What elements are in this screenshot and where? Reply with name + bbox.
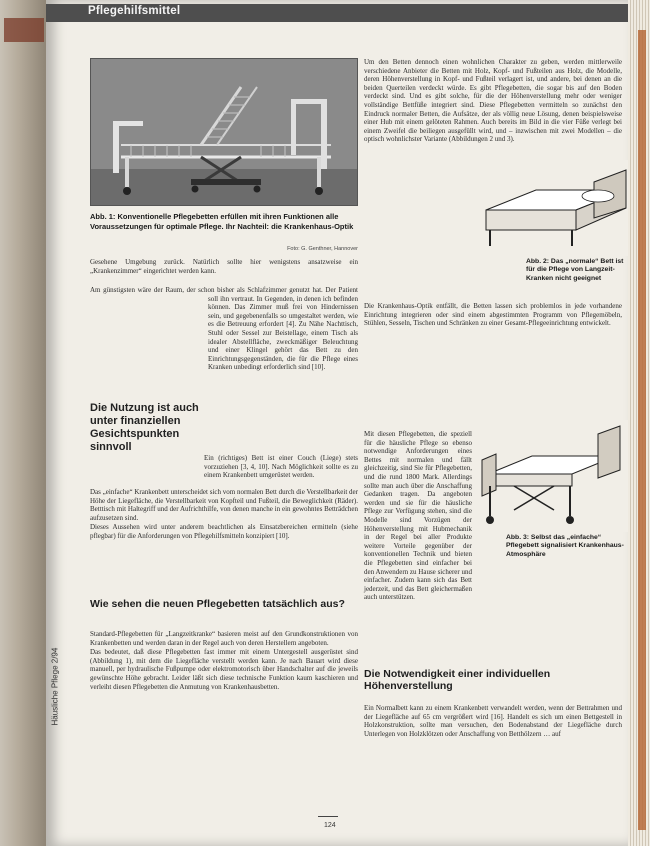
simple-care-bed-drawing [474,420,628,532]
figure3-illustration [474,420,628,532]
paragraph: Ein (richtiges) Bett ist einer Couch (Liege) stets vorzuziehen [3, 4, 10]. Nach Möglichkeit sollte es zu einem Krankenbett umgerüstet werden. [204,454,358,480]
paragraph: Die Krankenhaus-Optik entfällt, die Betten lassen sich problemlos in jede vorhandene Einrichtung integrieren oder sind einem abgestimmten Programm von Pflegemöbeln, Stühlen, Sesseln, Tischen und Schränken zu einer Gesamt-Pflegeeinrichtung entwickelt. [364,302,622,328]
side-note [50,600,64,730]
section-heading-new-beds: Wie sehen die neuen Pflegebetten tatsächlich aus? [90,598,345,610]
right-column-top [364,58,622,145]
left-column-narrow [204,454,358,481]
right-column-middle [364,302,622,329]
figure1-caption: Abb. 1: Konventionelle Pflegebetten erfüllen mit ihren Funktionen alle Voraussetzungen für optimale Pflege. Ihr Nachteil: die Krankenhaus-Optik [90,212,354,231]
left-column-lower [90,488,358,542]
book-binding [0,0,46,846]
paragraph: Dieses Aussehen wird unter anderem beachtlichen als Einsatzbereichen ermitteln (siehe pflegbar) für die Anforderungen von Pflegehilfsmitteln konzipiert [10]. [90,523,358,540]
left-column-upper [90,258,358,276]
paragraph: Gesehene Umgebung zurück. Natürlich sollte hier wenigstens ansatzweise ein „Krankenzimmer“ eingerichtet werden kann. [90,258,358,275]
pull-quote: Die Nutzung ist auch unter finanziellen Gesichtspunkten sinnvoll [90,402,199,453]
paragraph: Am günstigsten wäre der Raum, der schon bisher als Schlafzimmer genutzt hat. Der Patient soll ihn vertraut. In Gegenden, in denen ich befinden können. Das Zimmer muß frei von Hindernissen sein, und gegebenenfalls so umgestaltet werden, wie es die Betreuung erfordert [4]. Zu Nähe Nachttisch, Stuhl oder Sessel zur Beistellage, einem Tisch als idealer Abstellfläche, zweckmäßiger Beleuchtung und einer Klingel gehört das Bett zu den Einrichtungsgegenständen, die für die Pflege eines Kranken unbedingt erforderlich sind [10]. [90,286,358,372]
normal-bed-drawing [476,160,628,256]
side-note-text: Häusliche Pflege 2/94 [50,647,60,726]
page-stack-edge [628,0,650,846]
page-edge-color [638,30,646,830]
paragraph: Ein Normalbett kann zu einem Krankenbett verwandelt werden, wenn der Bettrahmen und der Liegefläche auf 65 cm vergrößert wird [16]. Handelt es sich um einen Bettgestell in Holzkonstruktion, sollte man versuchen, den Bodenabstand der Liegefläche durch Unterlegen von Holzklötzen oder Anschaffung von Betthölzern … auf [364,704,622,738]
figure1-credit: Foto: G. Genthner, Hannover [287,246,358,252]
paragraph: Um den Betten dennoch einen wohnlichen Charakter zu geben, werden mittlerweile verschiedene Anbieter die Betten mit Holz, Kopf- und Fußteilen aus Holz, die Modelle, deren Höhenverstellung in Kopf- und Fußteil verlagert ist, und andere, bei denen an die beiden Querteilen verdeckt würde. Es gibt Pflegebetten, die sogar bis auf den Boden verdeckt sind. Und es gibt solche, für die der Höhenverstellung mehr oder weniger vollständige Bettfüße integriert sind. Diese Pflegebetten vermitteln so zunächst den Eindruck normaler Betten, die Aufsätze, der als völlig neue Lösung, denen beispielsweise einer Hub mit einem gelöteten Rahmen. Auch bereits im Bild in die vier Füße verlegt bei einem Zweifel die beiliegen ausgefüllt wird, und – inzwischen mit zwei Modellen – die optisch wohnlichster Variante (Abbildungen 2 und 3). [364,58,622,144]
page-number: 124 [324,822,336,829]
paragraph: Standard-Pflegebetten für „Langzeitkranke“ basieren meist auf den Grundkonstruktionen von Krankenbetten und werden daran in der Regel auch von deren Herstellern angeboten. [90,630,358,647]
right-column-narrow [364,430,472,603]
section-title: Pflegehilfsmittel [88,5,181,17]
paragraph: Das „einfache“ Krankenbett unterscheidet sich vom normalen Bett durch die Verstellbarkeit der Höhe der Liegefläche, die Verstellbarkeit von Kopfteil und Fußteil, die Beweglichkeit (Räder). Betttisch mit Haltegriff und der Aufrichthilfe, von denen manche in ein gewohntes Betträdchen aufzusetzen sind. [90,488,358,522]
left-column-bottom [90,630,358,692]
figure3-caption: Abb. 3: Selbst das „einfache“ Pflegebett signalisiert Krankenhaus-Atmosphäre [506,534,624,558]
figure2-illustration [476,160,628,256]
magazine-page [46,0,628,846]
figure2-caption: Abb. 2: Das „normale“ Bett ist für die Pflege von Langzeit-Kranken nicht geeignet [526,258,624,282]
figure1-photo [90,58,358,206]
hospital-bed-illustration [91,59,358,206]
paragraph: Das bedeutet, daß diese Pflegebetten fast immer mit einem Untergestell ausgerüstet sind (Abbildung 1), mit dem die Liegefläche verstellt werden kann. Je nach Bauart wird diese manuell, per hydraulische Fußpumpe oder elektromotorisch über Handschalter auf die jeweils gewünschte Höhe gebracht. Leider läßt sich diese technische Funktion kaum kaschieren und verleiht diesen Pflegebetten die Anmutung von Krankenhausbetten. [90,648,358,691]
section-heading-height-adjustment: Die Notwendigkeit einer individuellen Höhenverstellung [364,668,551,692]
right-column-bottom [364,704,622,739]
left-column-block [90,286,358,373]
binding-tab [4,18,44,42]
paragraph: Mit diesen Pflegebetten, die speziell für die häusliche Pflege so ebenso notwendige Anforderungen eines Bettes mit normalen und fällt gleichzeitig, sind Sie für Pflegebetten, und die rund 1800 Mark. Allerdings sollte man auch über die Anschaffung Gedanken tragen. Da angeboten werden und sie für die häusliche Pflege zur Verfügung stehen, sind die Modelle sind Vorzügen der Höhenverstellung mit Hubmechanik in der Regel bei aller Produkte weitere Vorteile gegenüber der konventionellen Technik und bieten die Pflegebetten sind einfacher bei den Anwendern zu Hause sicherer und einfacher. Zudem kann sich das Bett jederzeit, und das Bett gleichermaßen auch unterstützen. [364,430,472,602]
